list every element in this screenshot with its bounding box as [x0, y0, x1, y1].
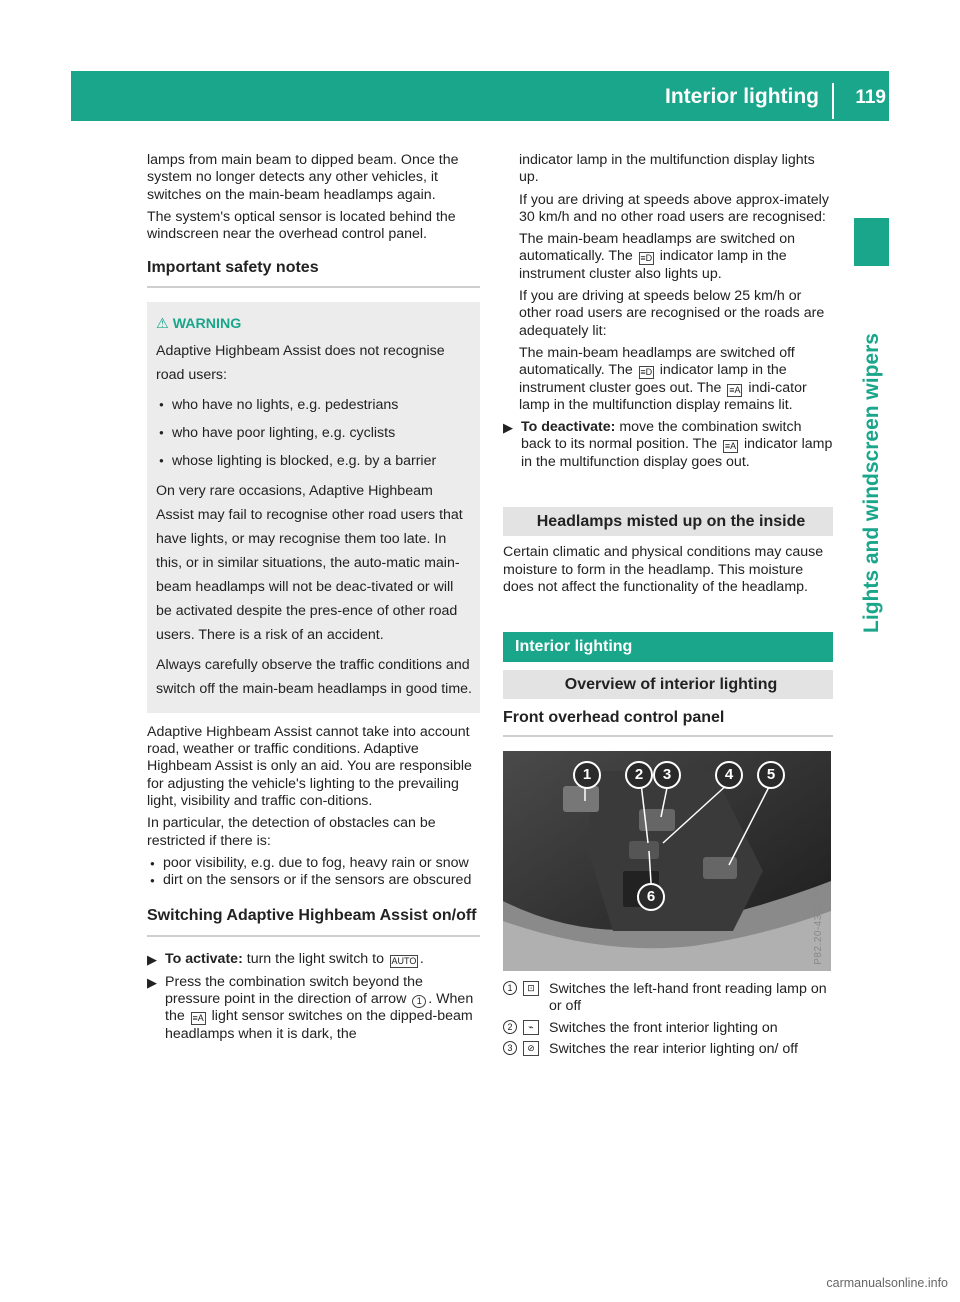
- activate-step: [147, 951, 480, 968]
- right-column: [503, 152, 833, 1062]
- legend: [503, 981, 833, 1058]
- callout-5: 5: [757, 761, 785, 789]
- warning-box: [147, 302, 480, 713]
- legend-item: [503, 981, 833, 1016]
- warning-label-text: WARNING: [172, 315, 242, 332]
- misted-heading: Headlamps misted up on the inside: [503, 507, 833, 536]
- step-arrow-icon: ▶: [147, 974, 157, 990]
- continuation-3: [503, 231, 833, 283]
- overview-heading: Overview of interior lighting: [503, 670, 833, 699]
- deactivate-label: To deactivate:: [521, 419, 616, 436]
- cont-5-text-a: The main-beam headlamps are switched off automatically. The: [519, 344, 795, 379]
- intro-paragraph-1: lamps from main beam to dipped beam. Once the system no longer detects any other vehicles, it switches on the main-beam headlamps again.: [147, 152, 459, 203]
- page-number: 119: [855, 87, 886, 108]
- continuation-2: If you are driving at speeds above approx-imately 30 km/h and no other road users are recognised:: [519, 191, 829, 225]
- continuation-1: indicator lamp in the multifunction display lights up.: [519, 152, 815, 186]
- continuation-4: If you are driving at speeds below 25 km/h or other road users are recognised or the roads are adequately lit:: [519, 288, 825, 339]
- side-tab: [854, 268, 889, 698]
- callout-2: 2: [625, 761, 653, 789]
- legend-text: Switches the left-hand front reading lamp on or off: [549, 981, 827, 1015]
- legend-number: 1: [503, 981, 517, 995]
- front-interior-light-icon: ⌁: [523, 1020, 539, 1035]
- callout-6: 6: [637, 883, 665, 911]
- press-text-b: . When the: [165, 991, 474, 1025]
- press-text-c: light sensor switches on the dipped-beam headlamps when it is dark, the: [165, 1008, 473, 1042]
- rear-interior-light-icon: ⊘: [523, 1041, 539, 1056]
- activate-text: turn the light switch to: [246, 951, 384, 968]
- callout-3: 3: [653, 761, 681, 789]
- photo-code: P82.20-4322-31: [812, 886, 824, 966]
- auto-symbol-icon: AUTO: [391, 956, 417, 967]
- deactivate-text-a: move the combination switch back to its normal position. The: [521, 419, 802, 453]
- header-bar: [71, 71, 889, 121]
- step-arrow-icon: ▶: [147, 952, 157, 968]
- section-heading: [503, 632, 833, 661]
- restriction-bullet: ● poor visibility, e.g. due to fog, heavy rain or snow: [147, 855, 480, 872]
- cont-3-text-b: indicator lamp in the instrument cluster also lights up.: [519, 248, 787, 282]
- legend-item: [503, 1041, 833, 1058]
- legend-number: 2: [503, 1020, 517, 1034]
- continuation-5: [503, 345, 833, 414]
- main-beam-icon: ≡D: [640, 367, 653, 378]
- warning-lead: Adaptive Highbeam Assist does not recognise road users:: [156, 342, 445, 383]
- warning-label: [156, 312, 472, 336]
- legend-text: Switches the front interior lighting on: [549, 1019, 778, 1036]
- warning-triangle-icon: ⚠: [156, 315, 169, 332]
- highbeam-assist-icon: ≡A: [729, 384, 741, 395]
- switching-heading: Switching Adaptive Highbeam Assist on/off: [147, 905, 480, 937]
- warning-bullet: ● who have no lights, e.g. pedestrians: [156, 393, 472, 417]
- left-column: [147, 152, 480, 1048]
- warning-paragraph-1: On very rare occasions, Adaptive Highbeam Assist may fail to recognise other road users that have lights, or may recognise them too late. In this, or in similar situations, the auto-matic main-beam headlamps will not be deac-tivated or will be activated despite the pres-ence of other road users. There is a risk of an accident.: [156, 482, 463, 643]
- safety-heading: Important safety notes: [147, 259, 480, 287]
- cont-3-text-a: The main-beam headlamps are switched on automatically. The: [519, 231, 796, 265]
- warning-bullet-list: [156, 393, 472, 473]
- limits-paragraph: Adaptive Highbeam Assist cannot take into account road, weather or traffic conditions. Adaptive Highbeam Assist is only an aid. You are responsible for adjusting the vehicle's lighting to the prevailing light, visibility and traffic con-ditions.: [147, 723, 472, 809]
- restrictions-paragraph: In particular, the detection of obstacles can be restricted if there is:: [147, 815, 436, 849]
- header-divider: [832, 83, 834, 119]
- callout-4: 4: [715, 761, 743, 789]
- deactivate-step: [503, 419, 833, 471]
- warning-bullet: ● who have poor lighting, e.g. cyclists: [156, 421, 472, 445]
- side-tab-block: [854, 218, 889, 266]
- reading-lamp-icon: ⊡: [523, 981, 539, 996]
- press-step: [147, 974, 480, 1043]
- legend-item: [503, 1020, 833, 1037]
- watermark: carmanualsonline.info: [826, 1276, 948, 1290]
- warning-paragraph-2: Always carefully observe the traffic conditions and switch off the main-beam headlamps in good time.: [156, 656, 472, 697]
- warning-bullet: ● whose lighting is blocked, e.g. by a barrier: [156, 449, 472, 473]
- highbeam-assist-icon: ≡A: [192, 1013, 204, 1024]
- section-heading-text: Interior lighting: [515, 638, 633, 656]
- cont-5-text-c: indi-cator lamp in the multifunction display remains lit.: [519, 379, 807, 413]
- intro-paragraph-2: The system's optical sensor is located behind the windscreen near the overhead control panel.: [147, 208, 456, 243]
- callout-1: 1: [573, 761, 601, 789]
- main-beam-icon: ≡D: [640, 253, 653, 264]
- front-panel-heading: Front overhead control panel: [503, 709, 833, 737]
- restrictions-list: [147, 855, 480, 890]
- legend-text: Switches the rear interior lighting on/ off: [549, 1041, 798, 1058]
- misted-text: Certain climatic and physical conditions may cause moisture to form in the headlamp. This moisture does not affect the functionality of the headlamp.: [503, 544, 824, 595]
- side-tab-label: Lights and windscreen wipers: [859, 333, 883, 633]
- cont-5-text-b: indicator lamp in the instrument cluster goes out. The: [519, 362, 787, 396]
- restriction-bullet: ● dirt on the sensors or if the sensors are obscured: [147, 872, 480, 889]
- press-text-a: Press the combination switch beyond the pressure point in the direction of arrow: [165, 973, 423, 1008]
- step-arrow-icon: ▶: [503, 420, 513, 436]
- deactivate-text-b: indicator lamp in the multifunction display goes out.: [521, 436, 833, 470]
- overhead-panel-photo: [503, 751, 831, 971]
- arrow-number-icon: 1: [412, 995, 426, 1008]
- highbeam-assist-icon: ≡A: [724, 441, 737, 452]
- activate-end: .: [419, 951, 424, 968]
- legend-number: 3: [503, 1041, 517, 1055]
- activate-label: To activate:: [165, 951, 243, 968]
- running-title: Interior lighting: [665, 85, 819, 108]
